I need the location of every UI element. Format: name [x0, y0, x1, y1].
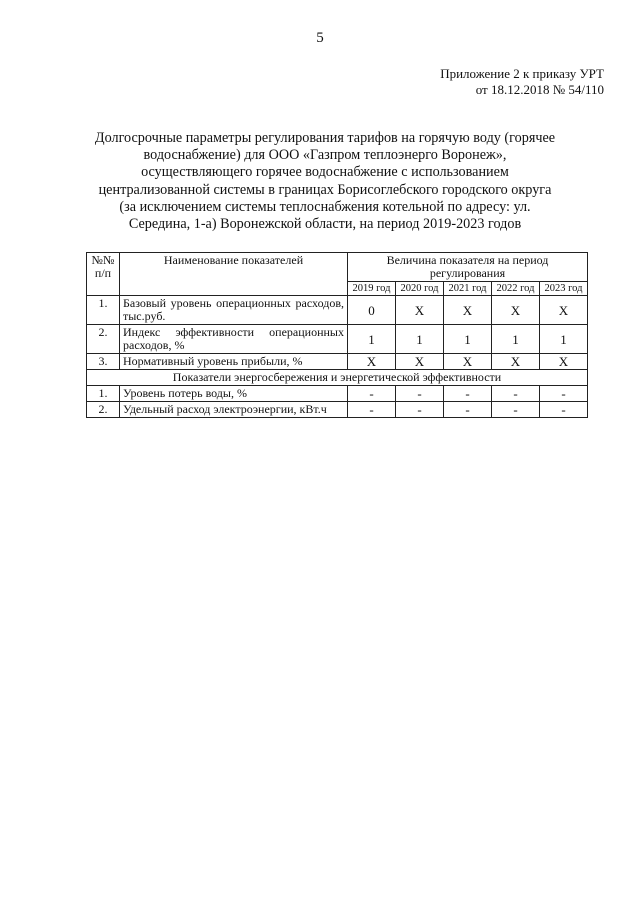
row-name: Удельный расход электроэнергии, кВт.ч	[120, 402, 348, 418]
table-row	[87, 386, 588, 402]
header-year: 2020 год	[396, 282, 444, 296]
row-value: 1	[444, 325, 492, 354]
appendix-reference	[440, 66, 604, 98]
row-value: -	[396, 402, 444, 418]
row-value: -	[444, 386, 492, 402]
row-value: 1	[492, 325, 540, 354]
parameters-table	[86, 252, 588, 418]
header-year: 2019 год	[348, 282, 396, 296]
row-name: Базовый уровень операционных расходов, тыс.руб.	[120, 296, 348, 325]
row-value: 1	[348, 325, 396, 354]
row-value: -	[540, 402, 588, 418]
header-name: Наименование показателей	[120, 253, 348, 296]
row-value: X	[396, 296, 444, 325]
table-row	[87, 325, 588, 354]
row-num: 2.	[87, 402, 120, 418]
row-value: -	[348, 402, 396, 418]
row-value: -	[540, 386, 588, 402]
table-header-row	[87, 253, 588, 282]
row-num: 1.	[87, 386, 120, 402]
row-value: X	[540, 354, 588, 370]
row-value: -	[444, 402, 492, 418]
row-value: -	[492, 386, 540, 402]
row-value: X	[396, 354, 444, 370]
row-name: Индекс эффективности операционных расходов, %	[120, 325, 348, 354]
header-value: Величина показателя на период регулирования	[348, 253, 588, 282]
row-name: Нормативный уровень прибыли, %	[120, 354, 348, 370]
table-row	[87, 354, 588, 370]
row-num: 1.	[87, 296, 120, 325]
header-year: 2021 год	[444, 282, 492, 296]
row-name: Уровень потерь воды, %	[120, 386, 348, 402]
section-header-row	[87, 370, 588, 386]
header-num: №№ п/п	[87, 253, 120, 296]
row-value: -	[348, 386, 396, 402]
header-year: 2022 год	[492, 282, 540, 296]
row-value: X	[444, 354, 492, 370]
row-value: 1	[540, 325, 588, 354]
row-value: 1	[396, 325, 444, 354]
row-value: X	[444, 296, 492, 325]
table-row	[87, 402, 588, 418]
section-title: Показатели энергосбережения и энергетической эффективности	[87, 370, 588, 386]
row-num: 3.	[87, 354, 120, 370]
appendix-line-2: от 18.12.2018 № 54/110	[475, 82, 604, 97]
row-num: 2.	[87, 325, 120, 354]
header-year: 2023 год	[540, 282, 588, 296]
row-value: 0	[348, 296, 396, 325]
appendix-line-1: Приложение 2 к приказу УРТ	[440, 66, 604, 81]
row-value: X	[540, 296, 588, 325]
row-value: -	[396, 386, 444, 402]
row-value: X	[492, 354, 540, 370]
row-value: -	[492, 402, 540, 418]
document-title: Долгосрочные параметры регулирования тарифов на горячую воду (горячее водоснабжение) для ООО «Газпром теплоэнерго Воронеж», осуществляющего горячее водоснабжение с использованием централизованной системы в границах Борисоглебского городского округа (за исключением системы теплоснабжения котельной по адресу: ул. Середина, 1-а) Воронежской области, на период 2019-2023 годов	[94, 130, 556, 233]
table-row	[87, 296, 588, 325]
row-value: X	[492, 296, 540, 325]
page-number: 5	[316, 30, 324, 46]
row-value: X	[348, 354, 396, 370]
